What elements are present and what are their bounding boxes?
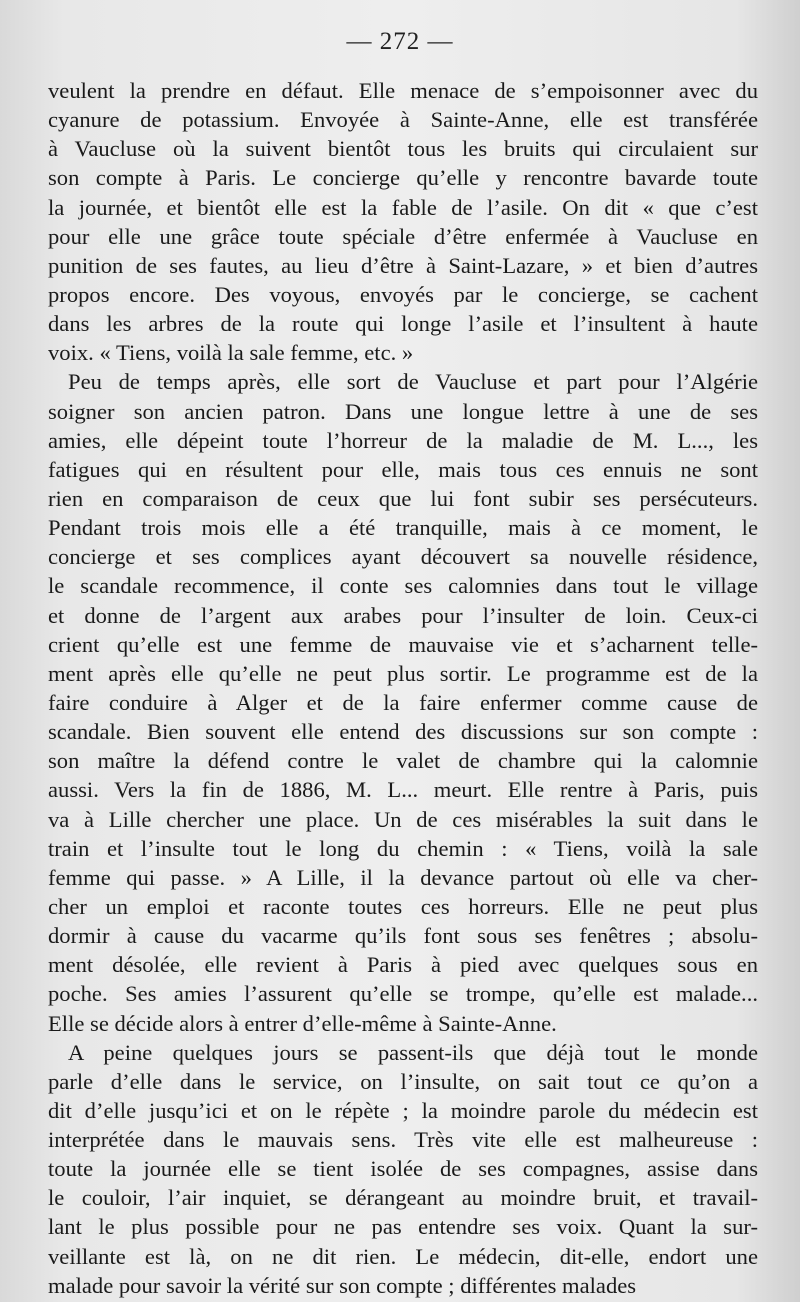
text-line: Peu de temps après, elle sort de Vaucluse et part pour l’Algérie: [68, 369, 758, 395]
text-line: amies, elle dépeint toute l’horreur de la maladie de M. L..., les: [48, 427, 758, 453]
text-line: propos encore. Des voyous, envoyés par le concierge, se cachent: [48, 281, 758, 307]
text-line: dormir à cause du vacarme qu’ils font sous ses fenêtres ; absolu-: [48, 923, 758, 949]
text-line: ment après elle qu’elle ne peut plus sortir. Le programme est de la: [48, 660, 758, 686]
text-line: A peine quelques jours se passent-ils que déjà tout le monde: [68, 1039, 758, 1065]
text-line: fatigues qui en résultent pour elle, mais tous ces ennuis ne sont: [48, 456, 758, 482]
text-line: dit d’elle jusqu’ici et on le répète ; la moindre parole du médecin est: [48, 1097, 758, 1123]
text-line: lant le plus possible pour ne pas entendre ses voix. Quant la sur-: [48, 1214, 758, 1240]
text-line: parle d’elle dans le service, on l’insulte, on sait tout ce qu’on a: [48, 1068, 758, 1094]
text-line: cher un emploi et raconte toutes ces horreurs. Elle ne peut plus: [48, 893, 758, 919]
text-line: le scandale recommence, il conte ses calomnies dans tout le village: [48, 573, 758, 599]
body-text: [48, 76, 758, 1300]
page-number: — 272 —: [346, 28, 454, 55]
paragraph: [48, 1038, 758, 1300]
paragraph: [48, 76, 758, 367]
text-line: son compte à Paris. Le concierge qu’elle y rencontre bavarde toute: [48, 165, 758, 191]
text-line: aussi. Vers la fin de 1886, M. L... meurt. Elle rentre à Paris, puis: [48, 777, 758, 803]
paragraph: [48, 367, 758, 1037]
text-line: à Vaucluse où la suivent bientôt tous les bruits qui circulaient sur: [48, 136, 758, 162]
text-line: le couloir, l’air inquiet, se dérangeant au moindre bruit, et travail-: [48, 1185, 758, 1211]
text-line: malade pour savoir la vérité sur son compte ; différentes malades: [48, 1272, 637, 1298]
text-line: scandale. Bien souvent elle entend des discussions sur son compte :: [48, 719, 758, 745]
text-line: faire conduire à Alger et de la faire enfermer comme cause de: [48, 689, 758, 715]
text-line: crient qu’elle est une femme de mauvaise vie et s’acharnent telle-: [48, 631, 758, 657]
text-line: pour elle une grâce toute spéciale d’être enfermée à Vaucluse en: [48, 223, 758, 249]
text-line: cyanure de potassium. Envoyée à Sainte-Anne, elle est transférée: [48, 107, 758, 133]
text-line: et donne de l’argent aux arabes pour l’insulter de loin. Ceux-ci: [48, 602, 758, 628]
text-line: veillante est là, on ne dit rien. Le médecin, dit-elle, endort une: [48, 1243, 758, 1269]
text-line: interprétée dans le mauvais sens. Très vite elle est malheureuse :: [48, 1127, 758, 1153]
text-line: punition de ses fautes, au lieu d’être à Saint-Lazare, » et bien d’autres: [48, 252, 758, 278]
text-line: rien en comparaison de ceux que lui font subir ses persécuteurs.: [48, 485, 758, 511]
text-line: femme qui passe. » A Lille, il la devance partout où elle va cher-: [48, 864, 758, 890]
text-line: son maître la défend contre le valet de chambre qui la calomnie: [48, 748, 758, 774]
text-line: la journée, et bientôt elle est la fable de l’asile. On dit « que c’est: [48, 194, 758, 220]
text-line: ment désolée, elle revient à Paris à pied avec quelques sous en: [48, 952, 758, 978]
text-line: Pendant trois mois elle a été tranquille, mais à ce moment, le: [48, 515, 758, 541]
text-line: toute la journée elle se tient isolée de ses compagnes, assise dans: [48, 1156, 758, 1182]
text-line: va à Lille chercher une place. Un de ces misérables la suit dans le: [48, 806, 758, 832]
text-line: soigner son ancien patron. Dans une longue lettre à une de ses: [48, 398, 758, 424]
text-line: veulent la prendre en défaut. Elle menace de s’empoisonner avec du: [48, 78, 758, 103]
text-line: poche. Ses amies l’assurent qu’elle se trompe, qu’elle est malade...: [48, 981, 758, 1007]
text-line: concierge et ses complices ayant découvert sa nouvelle résidence,: [48, 544, 758, 570]
text-line: voix. « Tiens, voilà la sale femme, etc. »: [48, 340, 414, 366]
text-line: train et l’insulte tout le long du chemin : « Tiens, voilà la sale: [48, 835, 758, 861]
text-line: dans les arbres de la route qui longe l’asile et l’insultent à haute: [48, 311, 758, 337]
text-line: Elle se décide alors à entrer d’elle-même à Sainte-Anne.: [48, 1010, 557, 1036]
